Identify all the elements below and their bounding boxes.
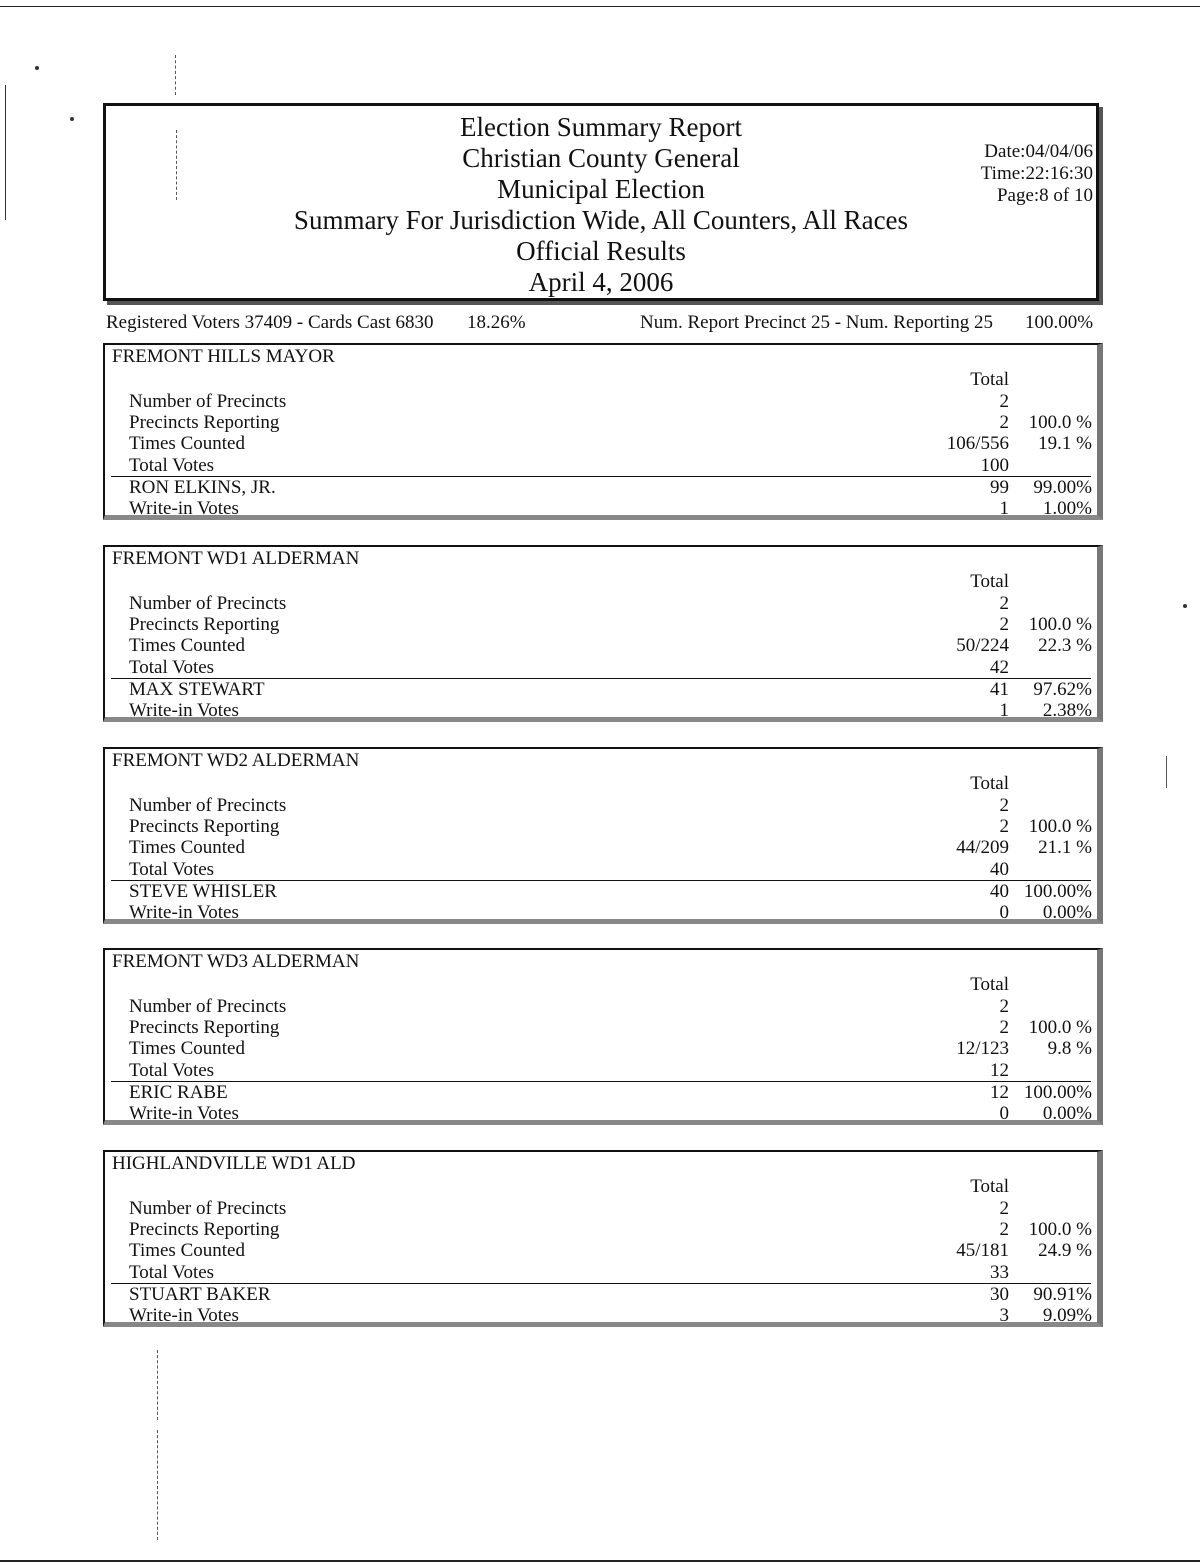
candidate-row [105, 679, 1097, 700]
row-label: Write-in Votes [129, 700, 239, 721]
candidate-divider [111, 1081, 1091, 1082]
row-value: 40 [990, 881, 1009, 902]
row-label: Precincts Reporting [129, 614, 280, 635]
row-value: 12/123 [956, 1038, 1009, 1059]
row-percent: 1.00% [1042, 498, 1092, 519]
precincts-reporting-row [105, 816, 1097, 837]
row-label: Number of Precincts [129, 996, 287, 1017]
row-percent: 9.09% [1042, 1305, 1092, 1326]
race-block [103, 343, 1103, 520]
row-value: 50/224 [956, 635, 1009, 656]
race-block [103, 948, 1103, 1125]
row-label: STEVE WHISLER [129, 881, 277, 902]
row-value: 1 [999, 498, 1009, 519]
candidate-divider [111, 880, 1091, 881]
report-header [103, 103, 1099, 301]
scan-mark [157, 1430, 158, 1540]
total-header-row [105, 571, 1097, 592]
row-value: 30 [990, 1284, 1009, 1305]
row-label: Precincts Reporting [129, 1017, 280, 1038]
candidate-row [105, 1082, 1097, 1103]
row-value: 2 [999, 1219, 1009, 1240]
report-time: Time:22:16:30 [980, 163, 1093, 184]
row-percent: 100.00% [1023, 1082, 1092, 1103]
row-value: 2 [999, 614, 1009, 635]
row-percent: 90.91% [1033, 1284, 1092, 1305]
row-value: 3 [999, 1305, 1009, 1326]
times-counted-row [105, 1240, 1097, 1261]
scan-edge-bottom [0, 1560, 1200, 1562]
scan-mark [157, 1350, 158, 1420]
turnout-percent: 18.26% [467, 312, 526, 333]
row-value: 2 [999, 593, 1009, 614]
row-value: 1 [999, 700, 1009, 721]
row-label: Times Counted [129, 1240, 245, 1261]
row-percent: 97.62% [1033, 679, 1092, 700]
total-header-row [105, 369, 1097, 390]
total-header-row [105, 974, 1097, 995]
total-votes-row [105, 455, 1097, 476]
row-label: Total Votes [129, 1060, 215, 1081]
title-line: Municipal Election [497, 174, 705, 204]
race-title: FREMONT WD2 ALDERMAN [112, 750, 360, 771]
number-of-precincts-row [105, 391, 1097, 412]
candidate-divider [111, 678, 1091, 679]
write-in-row [105, 902, 1097, 923]
race-title: FREMONT WD3 ALDERMAN [112, 951, 360, 972]
times-counted-row [105, 433, 1097, 454]
row-label: Write-in Votes [129, 1305, 239, 1326]
row-value: 2 [999, 391, 1009, 412]
number-of-precincts-row [105, 593, 1097, 614]
times-counted-row [105, 1038, 1097, 1059]
row-label: Precincts Reporting [129, 816, 280, 837]
candidate-divider [111, 1283, 1091, 1284]
row-label: Times Counted [129, 1038, 245, 1059]
row-value: 44/209 [956, 837, 1009, 858]
precincts-reporting-row [105, 412, 1097, 433]
precincts-reporting-row [105, 614, 1097, 635]
candidate-row [105, 477, 1097, 498]
total-column-header: Total [970, 1176, 1009, 1197]
row-label: Write-in Votes [129, 1103, 239, 1124]
row-percent: 21.1 % [1038, 837, 1092, 858]
row-percent: 100.0 % [1028, 614, 1092, 635]
row-value: 2 [999, 795, 1009, 816]
scan-mark [1166, 756, 1167, 788]
scan-dot [70, 117, 74, 121]
times-counted-row [105, 635, 1097, 656]
row-value: 106/556 [946, 433, 1009, 454]
row-value: 2 [999, 816, 1009, 837]
total-header-row [105, 773, 1097, 794]
row-label: Number of Precincts [129, 593, 287, 614]
total-votes-row [105, 1060, 1097, 1081]
row-label: Times Counted [129, 433, 245, 454]
row-label: Times Counted [129, 837, 245, 858]
row-percent: 0.00% [1042, 1103, 1092, 1124]
total-votes-row [105, 657, 1097, 678]
candidate-row [105, 881, 1097, 902]
precinct-report: Num. Report Precinct 25 - Num. Reporting 25 [640, 312, 994, 333]
total-votes-row [105, 1262, 1097, 1283]
candidate-row [105, 1284, 1097, 1305]
title-line: April 4, 2006 [528, 267, 674, 297]
row-label: Write-in Votes [129, 902, 239, 923]
row-label: MAX STEWART [129, 679, 265, 700]
report-title [106, 112, 1096, 298]
row-value: 2 [999, 1017, 1009, 1038]
candidate-divider [111, 476, 1091, 477]
row-percent: 2.38% [1042, 700, 1092, 721]
race-title: FREMONT WD1 ALDERMAN [112, 548, 360, 569]
write-in-row [105, 1305, 1097, 1326]
row-value: 45/181 [956, 1240, 1009, 1261]
precincts-reporting-row [105, 1219, 1097, 1240]
race-title: HIGHLANDVILLE WD1 ALD [112, 1153, 356, 1174]
write-in-row [105, 498, 1097, 519]
row-label: Number of Precincts [129, 391, 287, 412]
precinct-report-percent: 100.00% [1025, 312, 1094, 333]
row-percent: 24.9 % [1038, 1240, 1092, 1261]
write-in-row [105, 1103, 1097, 1124]
row-label: Total Votes [129, 859, 215, 880]
row-percent: 100.0 % [1028, 816, 1092, 837]
race-block [103, 747, 1103, 924]
row-value: 0 [999, 1103, 1009, 1124]
row-value: 12 [990, 1060, 1009, 1081]
scan-dot [1183, 604, 1187, 608]
row-percent: 22.3 % [1038, 635, 1092, 656]
number-of-precincts-row [105, 996, 1097, 1017]
row-label: Times Counted [129, 635, 245, 656]
race-block [103, 1150, 1103, 1327]
row-label: Total Votes [129, 455, 215, 476]
row-percent: 19.1 % [1038, 433, 1092, 454]
total-column-header: Total [970, 369, 1009, 390]
row-label: Total Votes [129, 657, 215, 678]
scan-dot [35, 66, 39, 70]
row-percent: 9.8 % [1047, 1038, 1092, 1059]
total-column-header: Total [970, 773, 1009, 794]
row-value: 2 [999, 996, 1009, 1017]
row-percent: 0.00% [1042, 902, 1092, 923]
race-block [103, 545, 1103, 722]
row-value: 2 [999, 412, 1009, 433]
row-percent: 99.00% [1033, 477, 1092, 498]
row-percent: 100.0 % [1028, 1017, 1092, 1038]
row-value: 33 [990, 1262, 1009, 1283]
row-label: Write-in Votes [129, 498, 239, 519]
row-label: Precincts Reporting [129, 412, 280, 433]
registered-voters: Registered Voters 37409 - Cards Cast 6830 [106, 312, 434, 333]
report-meta [981, 141, 1093, 207]
total-column-header: Total [970, 974, 1009, 995]
row-label: Precincts Reporting [129, 1219, 280, 1240]
total-header-row [105, 1176, 1097, 1197]
scan-edge-top [0, 6, 1200, 7]
row-value: 41 [990, 679, 1009, 700]
total-column-header: Total [970, 571, 1009, 592]
row-label: ERIC RABE [129, 1082, 228, 1103]
row-label: Number of Precincts [129, 795, 287, 816]
scan-mark [175, 55, 176, 95]
race-title: FREMONT HILLS MAYOR [112, 346, 335, 367]
row-label: Total Votes [129, 1262, 215, 1283]
times-counted-row [105, 837, 1097, 858]
row-value: 42 [990, 657, 1009, 678]
precincts-reporting-row [105, 1017, 1097, 1038]
row-value: 12 [990, 1082, 1009, 1103]
number-of-precincts-row [105, 795, 1097, 816]
row-label: RON ELKINS, JR. [129, 477, 276, 498]
row-value: 99 [990, 477, 1009, 498]
report-page: Page:8 of 10 [996, 185, 1093, 206]
row-label: Number of Precincts [129, 1198, 287, 1219]
row-value: 40 [990, 859, 1009, 880]
title-line: Summary For Jurisdiction Wide, All Counters, All Races [293, 205, 909, 235]
row-value: 100 [980, 455, 1009, 476]
row-value: 2 [999, 1198, 1009, 1219]
row-percent: 100.00% [1023, 881, 1092, 902]
total-votes-row [105, 859, 1097, 880]
number-of-precincts-row [105, 1198, 1097, 1219]
row-value: 0 [999, 902, 1009, 923]
write-in-row [105, 700, 1097, 721]
scan-edge-left [5, 85, 6, 220]
title-line: Election Summary Report [460, 112, 742, 142]
title-line: Christian County General [462, 143, 740, 173]
row-percent: 100.0 % [1028, 412, 1092, 433]
title-line: Official Results [516, 236, 686, 266]
row-label: STUART BAKER [129, 1284, 271, 1305]
report-date: Date:04/04/06 [984, 141, 1093, 162]
row-percent: 100.0 % [1028, 1219, 1092, 1240]
